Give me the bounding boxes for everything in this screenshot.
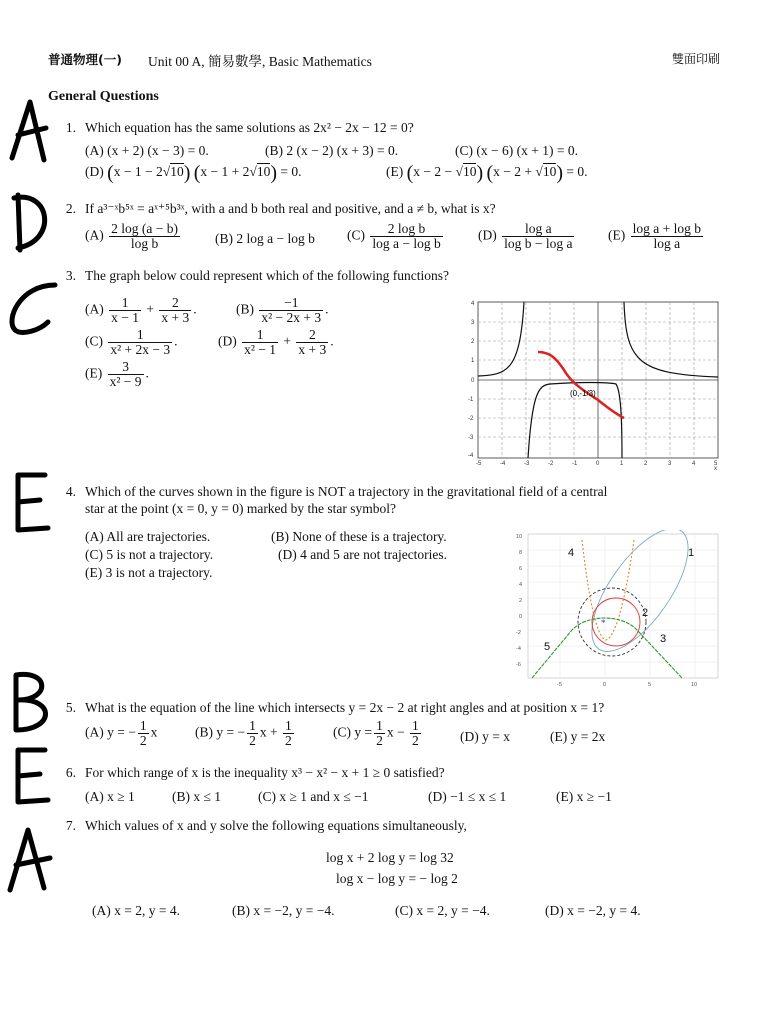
q3-y-tick: -1 (468, 397, 474, 403)
q3-y-tick: -4 (468, 453, 474, 459)
print-note: 雙面印刷 (671, 52, 720, 66)
q2-option-b: (B) 2 log a − log b (215, 231, 315, 246)
unit-title: Unit 00 A, 簡易數學, Basic Mathematics (148, 54, 372, 69)
q1-option-b: (B) 2 (x − 2) (x + 3) = 0. (265, 143, 399, 158)
q3-text: The graph below could represent which of the following functions? (85, 268, 450, 283)
q4-option-d: (D) 4 and 5 are not trajectories. (278, 547, 448, 562)
q3-option-e: (E) $\frac{3}{\text{x² − 9}}$ . (85, 359, 149, 389)
handwritten-B (16, 674, 46, 730)
q3-x-tick: -5 (476, 461, 482, 467)
handwritten-A-1 (12, 102, 46, 160)
q6-option-a: (A) x ≥ 1 (85, 789, 135, 804)
q3-y-tick: -3 (468, 435, 474, 441)
q3-y-tick: 3 (471, 320, 475, 326)
q2-text: If a³⁻ˣb⁵ˣ = aˣ⁺⁵b³ˣ, with a and b both real and positive, and a ≠ b, what is x? (85, 201, 496, 216)
curve-label-2: 2 (642, 607, 649, 619)
q7-text: Which values of x and y solve the following equations simultaneously, (85, 818, 467, 833)
q3-x-tick: 2 (644, 461, 648, 467)
q5-option-a: (A) y = − $\frac{1}{2}$ x (85, 718, 158, 748)
q4-trajectory-figure (512, 530, 722, 688)
curve-label-5: 5 (544, 641, 551, 653)
q1-option-a: (A) (x + 2) (x − 3) = 0. (85, 143, 209, 158)
q4-x-tick: 10 (691, 682, 698, 688)
q3-x-tick: 4 (692, 461, 696, 467)
handwritten-A-2 (10, 830, 50, 890)
star-icon: * (601, 618, 606, 628)
q5-option-d: (D) y = x (460, 729, 510, 744)
q4-option-a: (A) All are trajectories. (85, 529, 211, 544)
q7-equation-2: log x − log y = − log 2 (336, 871, 458, 886)
q4-number: 4. (65, 484, 76, 499)
page-header (48, 50, 720, 70)
q3-x-tick: 1 (620, 461, 624, 467)
q3-x-tick: -1 (572, 461, 578, 467)
q3-y-tick: -2 (468, 416, 474, 422)
q3-x-tick: 3 (668, 461, 672, 467)
q6-option-c: (C) x ≥ 1 and x ≤ −1 (258, 789, 369, 804)
q1-text: Which equation has the same solutions as 2x² − 2x − 12 = 0? (85, 120, 414, 135)
q3-y-tick: 4 (471, 301, 475, 307)
q3-point-label: (0,-1/3) (570, 389, 596, 398)
q5-option-c: (C) y = $\frac{1}{2}$ x − $\frac{1}{2}$ (333, 718, 419, 748)
q2-option-c: (C) $\frac{\text{2 log b}}{\text{log a − log b}}$ (347, 221, 441, 251)
q5-option-e: (E) y = 2x (550, 729, 606, 744)
q4-x-tick: -5 (557, 682, 562, 688)
q1-option-c: (C) (x − 6) (x + 1) = 0. (455, 143, 578, 158)
q3-y-tick: 2 (471, 339, 475, 345)
q3-option-d: (D) $\frac{1}{\text{x² − 1}}$ + $\frac{2}{x + 3}$ . (218, 327, 334, 357)
q7-equation-1: log x + 2 log y = log 32 (326, 850, 454, 865)
handwritten-D (14, 195, 45, 250)
q4-x-tick: 5 (648, 682, 652, 688)
q5-number: 5. (65, 700, 76, 715)
q4-x-tick: 0 (603, 682, 607, 688)
section-title: General Questions (48, 89, 159, 104)
q4-y-tick: -4 (516, 646, 521, 652)
q4-y-tick: 0 (519, 614, 523, 620)
q3-y-tick: 1 (471, 358, 475, 364)
q5-option-b: (B) y = − $\frac{1}{2}$ x + $\frac{1}{2}$ (195, 718, 292, 748)
q3-x-tick: 0 (596, 461, 600, 467)
q3-option-c: (C) $\frac{1}{\text{x² + 2x − 3}}$ . (85, 327, 178, 357)
q4-option-c: (C) 5 is not a trajectory. (85, 547, 214, 562)
q3-x-axis-label: x (714, 466, 717, 470)
q6-text: For which range of x is the inequality x³ − x² − x + 1 ≥ 0 satisfied? (85, 765, 445, 780)
q3-graph (468, 300, 724, 470)
curve-label-3: 3 (660, 633, 667, 645)
q3-option-a: (A) $\frac{1}{x - 1}$ + $\frac{2}{x + 3}$ . (85, 295, 197, 325)
q3-option-b: (B) $\frac{-1}{\text{x² − 2x + 3}}$ . (236, 295, 329, 325)
q4-option-e: (E) 3 is not a trajectory. (85, 565, 213, 580)
q7-option-d: (D) x = −2, y = 4. (545, 903, 641, 918)
q4-text-line1: Which of the curves shown in the figure is NOT a trajectory in the gravitational field of a central (85, 484, 608, 499)
q3-y-tick: 0 (471, 378, 475, 384)
q1-number: 1. (65, 120, 76, 135)
q4-y-tick: 4 (519, 582, 523, 588)
q6-option-b: (B) x ≤ 1 (172, 789, 222, 804)
q2-option-d: (D) $\frac{\text{log a}}{\text{log b − log a}}$ (478, 221, 573, 251)
q3-x-tick: 5 (714, 461, 718, 467)
q4-option-b: (B) None of these is a trajectory. (271, 529, 447, 544)
q3-number: 3. (65, 268, 76, 283)
q7-option-a: (A) x = 2, y = 4. (92, 903, 180, 918)
q7-option-b: (B) x = −2, y = −4. (232, 903, 335, 918)
q4-y-tick: 2 (519, 598, 523, 604)
q1-option-e: (E) (x − 2 − √10) (x − 2 + √10) = 0. (386, 162, 588, 184)
q1-option-d: (D) (x − 1 − 2√10) (x − 1 + 2√10) = 0. (85, 162, 302, 184)
course-title: 普通物理(一) (48, 52, 122, 67)
curve-label-1: 1 (688, 547, 695, 559)
q2-option-a: (A) $\frac{2 \log (a - b)}{\text{log b}}$ (85, 221, 178, 251)
q4-y-tick: -2 (516, 630, 521, 636)
curve-label-4: 4 (568, 547, 575, 559)
q4-y-tick: 6 (519, 566, 523, 572)
q5-text: What is the equation of the line which intersects y = 2x − 2 at right angles and at position x = 1? (85, 700, 605, 715)
q3-x-tick: -2 (548, 461, 554, 467)
q7-number: 7. (65, 818, 76, 833)
q6-option-e: (E) x ≥ −1 (556, 789, 612, 804)
q7-option-c: (C) x = 2, y = −4. (395, 903, 490, 918)
q6-option-d: (D) −1 ≤ x ≤ 1 (428, 789, 507, 804)
q2-option-e: (E) $\frac{\text{log a + log b}}{\text{log a}}$ (608, 221, 701, 251)
q3-x-tick: -4 (500, 461, 506, 467)
q3-x-tick: -3 (524, 461, 530, 467)
q4-y-tick: 8 (519, 550, 523, 556)
handwritten-C (12, 285, 55, 332)
q4-text-line2: star at the point (x = 0, y = 0) marked by the star symbol? (85, 501, 397, 516)
q4-y-tick: 10 (516, 534, 523, 540)
q4-y-tick: -6 (516, 662, 521, 668)
handwritten-E-2 (18, 750, 48, 802)
handwritten-E-1 (18, 475, 48, 530)
q2-number: 2. (65, 201, 76, 216)
q6-number: 6. (65, 765, 76, 780)
